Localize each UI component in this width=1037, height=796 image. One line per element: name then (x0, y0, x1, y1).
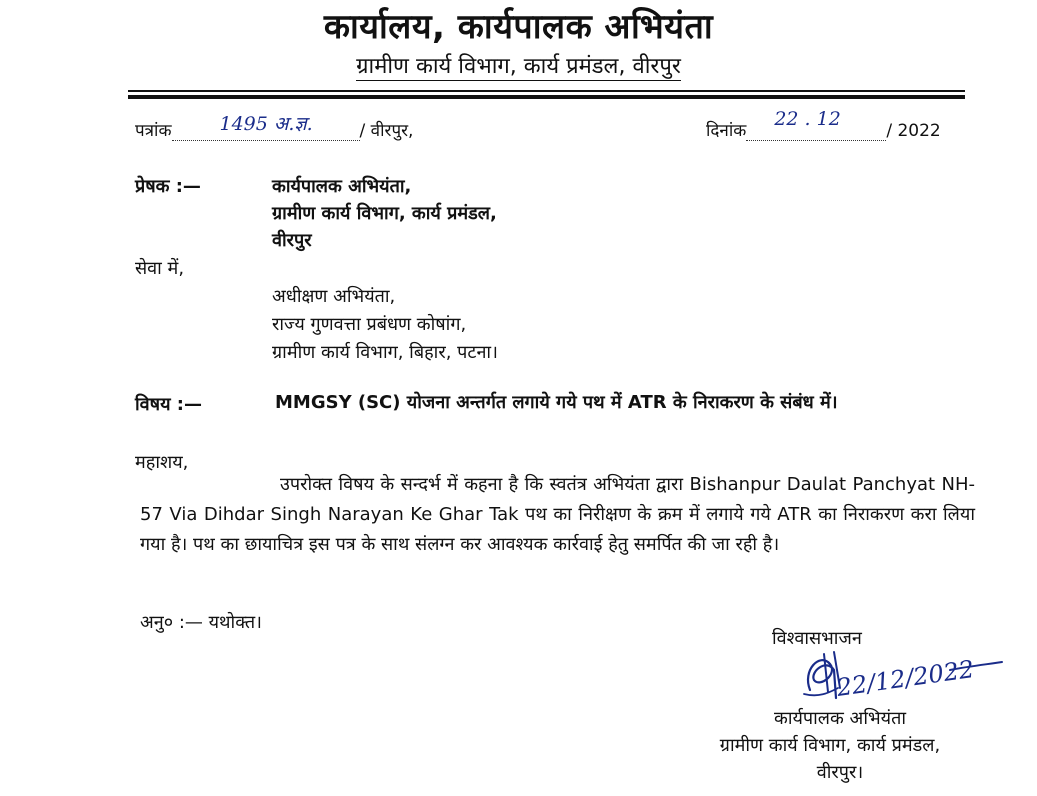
closing-designation-1: कार्यपालक अभियंता (774, 708, 906, 729)
recipient-line-3: ग्रामीण कार्य विभाग, बिहार, पटना। (272, 342, 498, 363)
patrank-suffix: / वीरपुर, (359, 121, 414, 141)
patrank-handwritten-value: 1495 अ.ज्ञ. (219, 113, 313, 135)
closing-yours: विश्वासभाजन (772, 628, 862, 649)
letterhead-subtitle-text: ग्रामीण कार्य विभाग, कार्य प्रमंडल, वीरपुर (356, 54, 681, 79)
closing-designation-2: ग्रामीण कार्य विभाग, कार्य प्रमंडल, (719, 735, 941, 756)
letterhead-title: कार्यालय, कार्यपालक अभियंता (323, 7, 714, 47)
sender-line-1: कार्यपालक अभियंता, (272, 176, 412, 197)
patrank-line (135, 113, 414, 141)
salutation: महाशय, (135, 452, 189, 473)
closing-designation-3: वीरपुर। (816, 762, 864, 783)
handwritten-signature (790, 640, 1010, 710)
patrank-dotted-field (172, 113, 360, 141)
subject-label: विषय :— (135, 394, 202, 415)
enclosure-note: अनु० :— यथोक्त। (140, 612, 262, 633)
patrank-label: पत्रांक (135, 121, 172, 141)
subject-text: MMGSY (SC) योजना अन्तर्गत लगाये गये पथ में ATR के निराकरण के संबंध में। (275, 392, 838, 413)
sender-line-3: वीरपुर (272, 230, 312, 251)
recipient-label: सेवा में, (135, 258, 185, 279)
recipient-line-2: राज्य गुणवत्ता प्रबंधण कोषांग, (272, 314, 467, 335)
signature-date: 22/12/2022 (834, 654, 976, 702)
dinank-dotted-field (746, 108, 886, 141)
letterhead-rule-thin (128, 90, 965, 92)
dinank-line (706, 108, 941, 141)
sender-label: प्रेषक :— (135, 176, 201, 197)
body-paragraph: उपरोक्त विषय के सन्दर्भ में कहना है कि स्वतंत्र अभियंता द्वारा Bishanpur Daulat Panchyat NH-57 Via Dihdar Singh Narayan Ke Ghar Tak पथ का निरीक्षण के क्रम में लगाये गये ATR का निराकरण करा लिया गया है। पथ का छायाचित्र इस पत्र के साथ संलग्न कर आवश्यक कार्रवाई हेतु समर्पित की जा रही है। (140, 474, 975, 555)
recipient-line-1: अधीक्षण अभियंता, (272, 286, 396, 307)
dinank-year: / 2022 (886, 121, 941, 141)
sender-line-2: ग्रामीण कार्य विभाग, कार्य प्रमंडल, (272, 203, 497, 224)
dinank-handwritten-value: 22 . 12 (774, 108, 841, 130)
dinank-label: दिनांक (706, 121, 747, 141)
letterhead-subtitle (0, 50, 1037, 80)
letterhead-rule-thick (128, 95, 965, 99)
